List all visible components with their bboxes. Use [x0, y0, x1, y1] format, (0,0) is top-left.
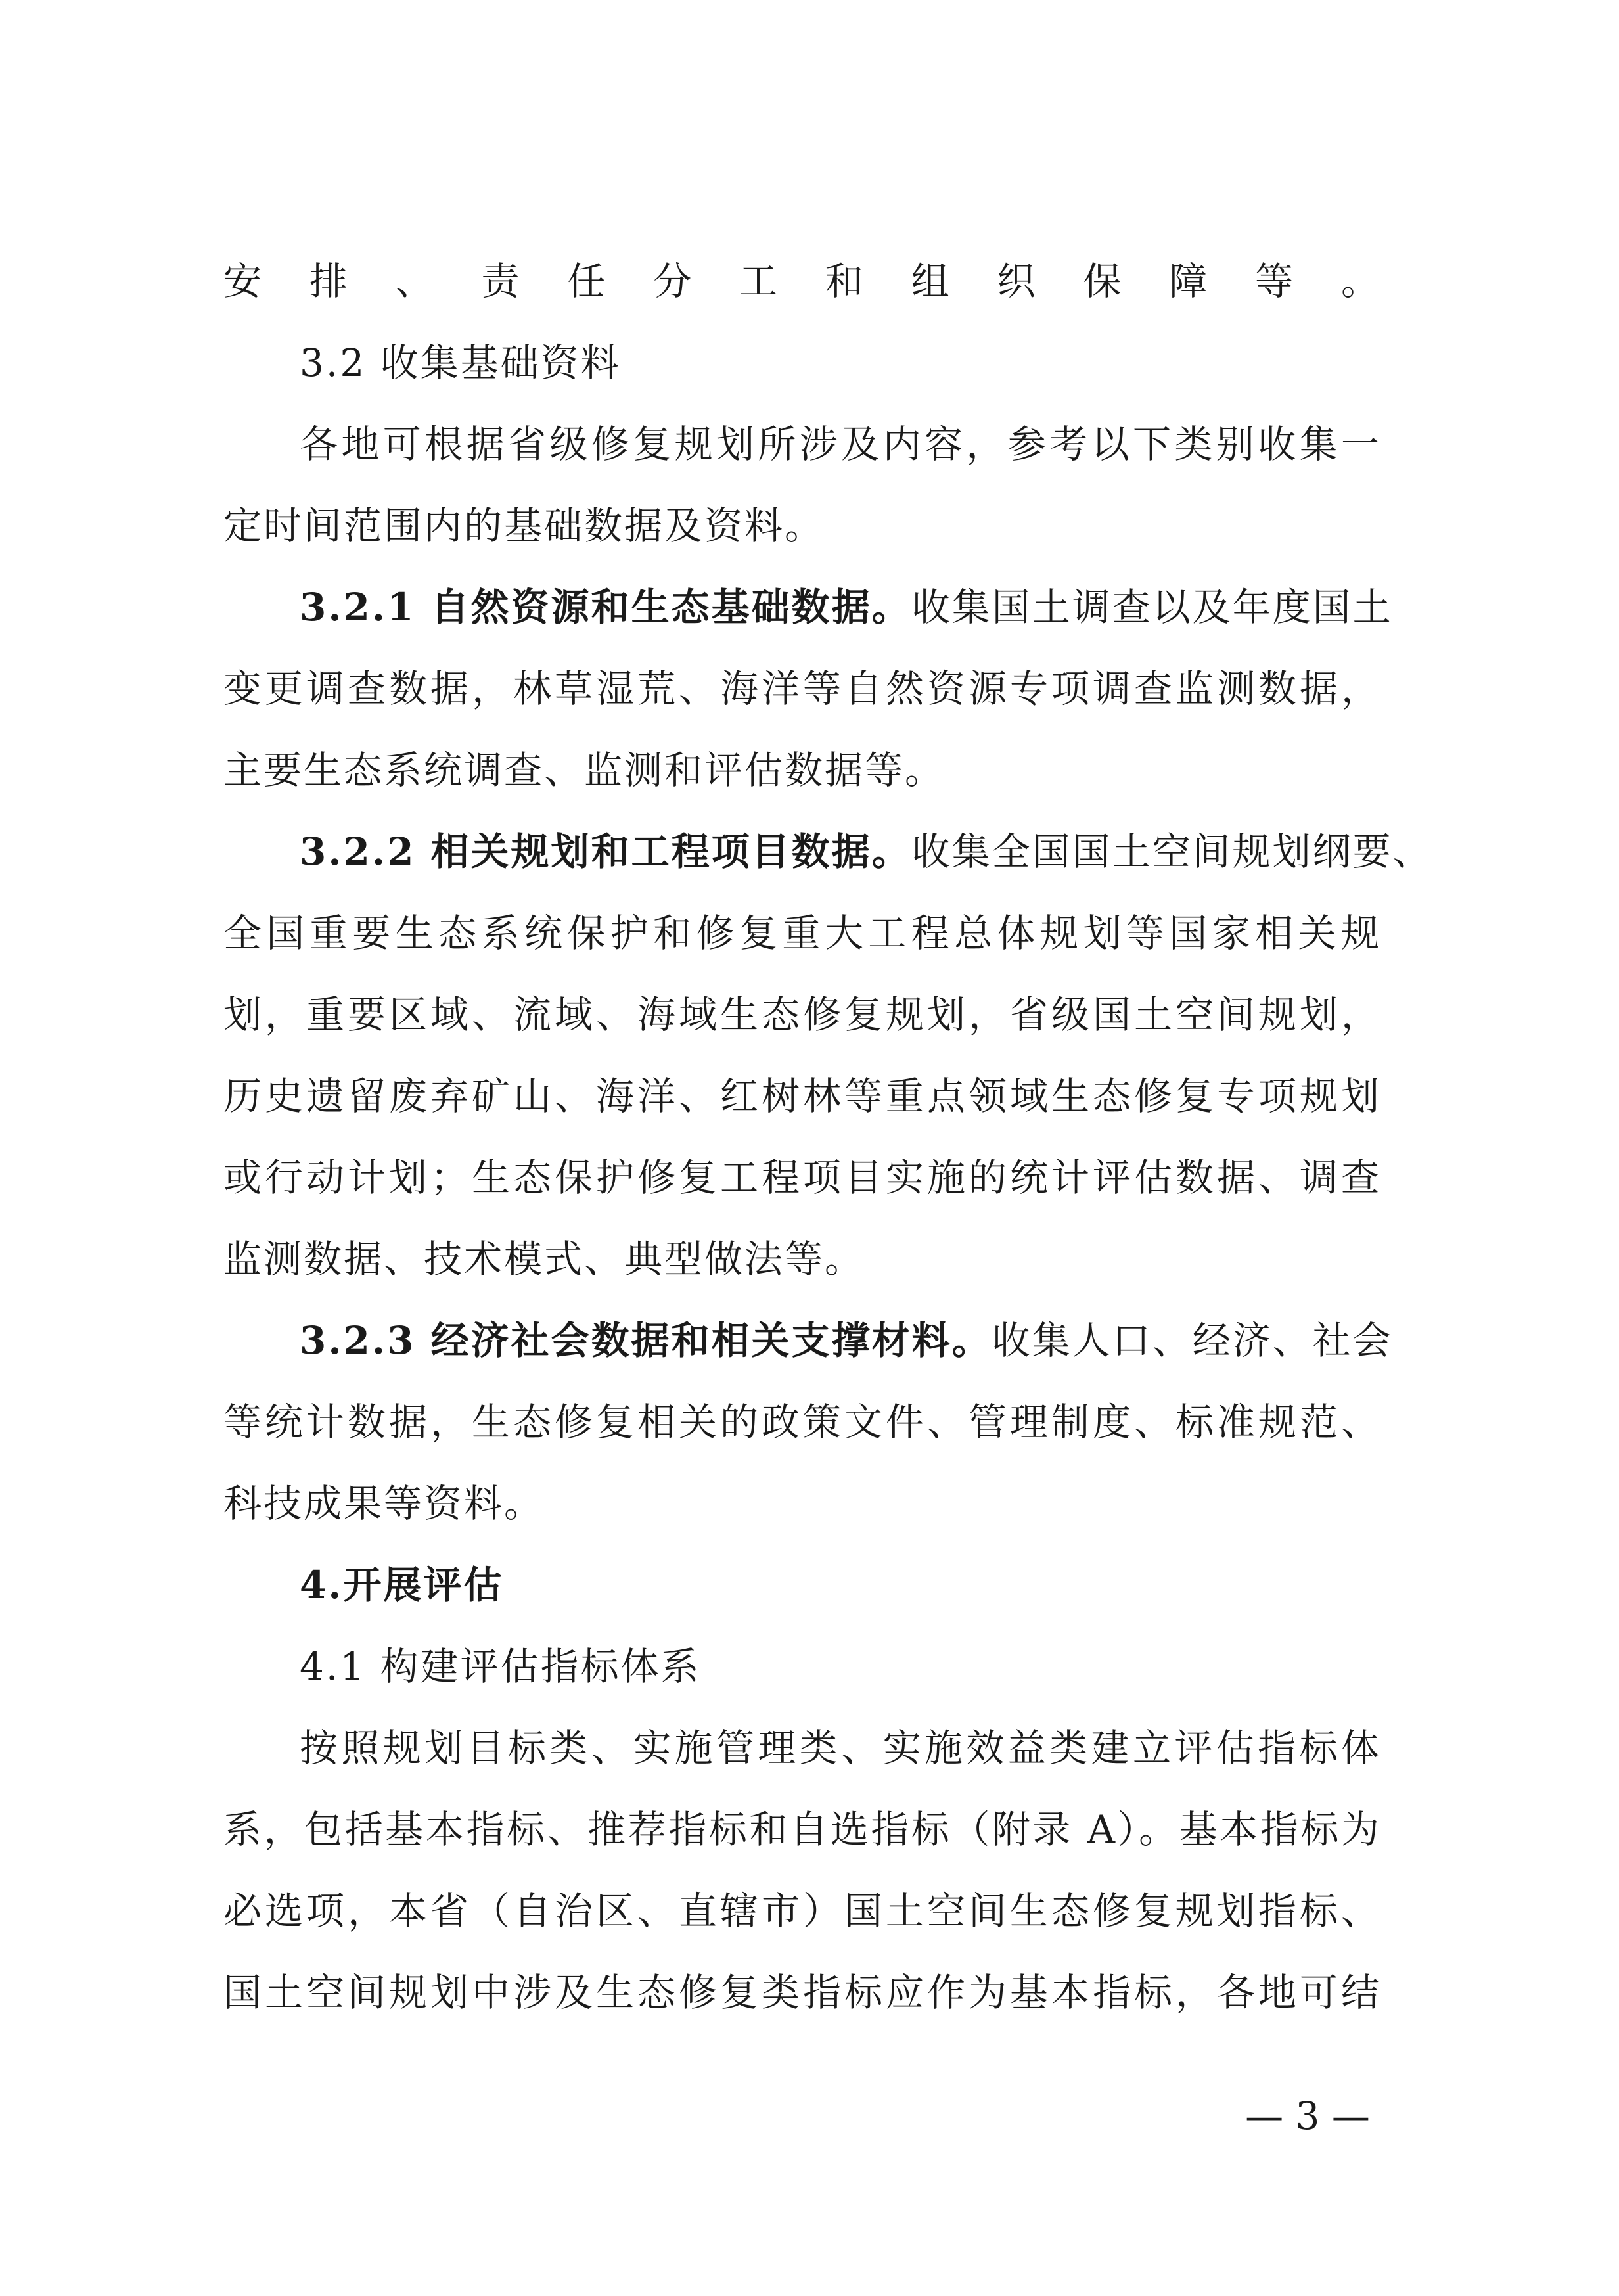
subsection-line-3-2-3 — [300, 1300, 1393, 1381]
paragraph-line-23: 必选项，本省（自治区、直辖市）国土空间生态修复规划指标、 — [223, 1889, 1381, 1933]
paragraph-line-12: 历史遗留废弃矿山、海洋、红树林等重点领域生态修复专项规划 — [223, 1074, 1381, 1118]
paragraph-line-11: 划，重要区域、流域、海域生态修复规划，省级国土空间规划， — [223, 992, 1381, 1037]
subsection-text-3-2-1: 收集国土调查以及年度国土 — [911, 585, 1393, 630]
subsection-heading-3-2-1: 3.2.1 自然资源和生态基础数据。 — [300, 585, 912, 630]
subsection-heading-3-2-3: 3.2.3 经济社会数据和相关支撑材料。 — [300, 1318, 992, 1363]
paragraph-line-10: 全国重要生态系统保护和修复重大工程总体规划等国家相关规 — [223, 911, 1381, 955]
paragraph-line-22: 系，包括基本指标、推荐指标和自选指标（附录 A）。基本指标为 — [223, 1807, 1381, 1852]
paragraph-line-13: 或行动计划；生态保护修复工程项目实施的统计评估数据、调查 — [223, 1155, 1381, 1200]
paragraph-line-1: 安排、责任分工和组织保障等。 — [223, 259, 1381, 304]
paragraph-line-6: 变更调查数据，林草湿荒、海洋等自然资源专项调查监测数据， — [223, 666, 1381, 711]
paragraph-line-7: 主要生态系统调查、监测和评估数据等。 — [223, 748, 946, 792]
paragraph-line-21: 按照规划目标类、实施管理类、实施效益类建立评估指标体 — [300, 1726, 1381, 1770]
paragraph-line-24: 国土空间规划中涉及生态修复类指标应作为基本指标，各地可结 — [223, 1970, 1381, 2015]
subsection-line-3-2-1 — [300, 566, 1393, 648]
paragraph-line-3: 各地可根据省级修复规划所涉及内容，参考以下类别收集一 — [300, 422, 1381, 467]
subsection-text-3-2-2: 收集全国国土空间规划纲要、 — [911, 829, 1433, 874]
section-heading-3-2: 3.2 收集基础资料 — [300, 340, 621, 385]
page-number: — 3 — — [1245, 2094, 1370, 2138]
paragraph-line-4: 定时间范围内的基础数据及资料。 — [223, 503, 825, 548]
section-heading-4-1: 4.1 构建评估指标体系 — [300, 1644, 701, 1689]
paragraph-line-18: 科技成果等资料。 — [223, 1481, 545, 1526]
subsection-heading-3-2-2: 3.2.2 相关规划和工程项目数据。 — [300, 829, 912, 874]
section-heading-4: 4.开展评估 — [300, 1563, 504, 1607]
paragraph-line-17: 等统计数据，生态修复相关的政策文件、管理制度、标准规范、 — [223, 1400, 1381, 1444]
subsection-text-3-2-3: 收集人口、经济、社会 — [992, 1318, 1393, 1363]
paragraph-line-14: 监测数据、技术模式、典型做法等。 — [223, 1237, 865, 1281]
subsection-line-3-2-2 — [300, 811, 1433, 892]
